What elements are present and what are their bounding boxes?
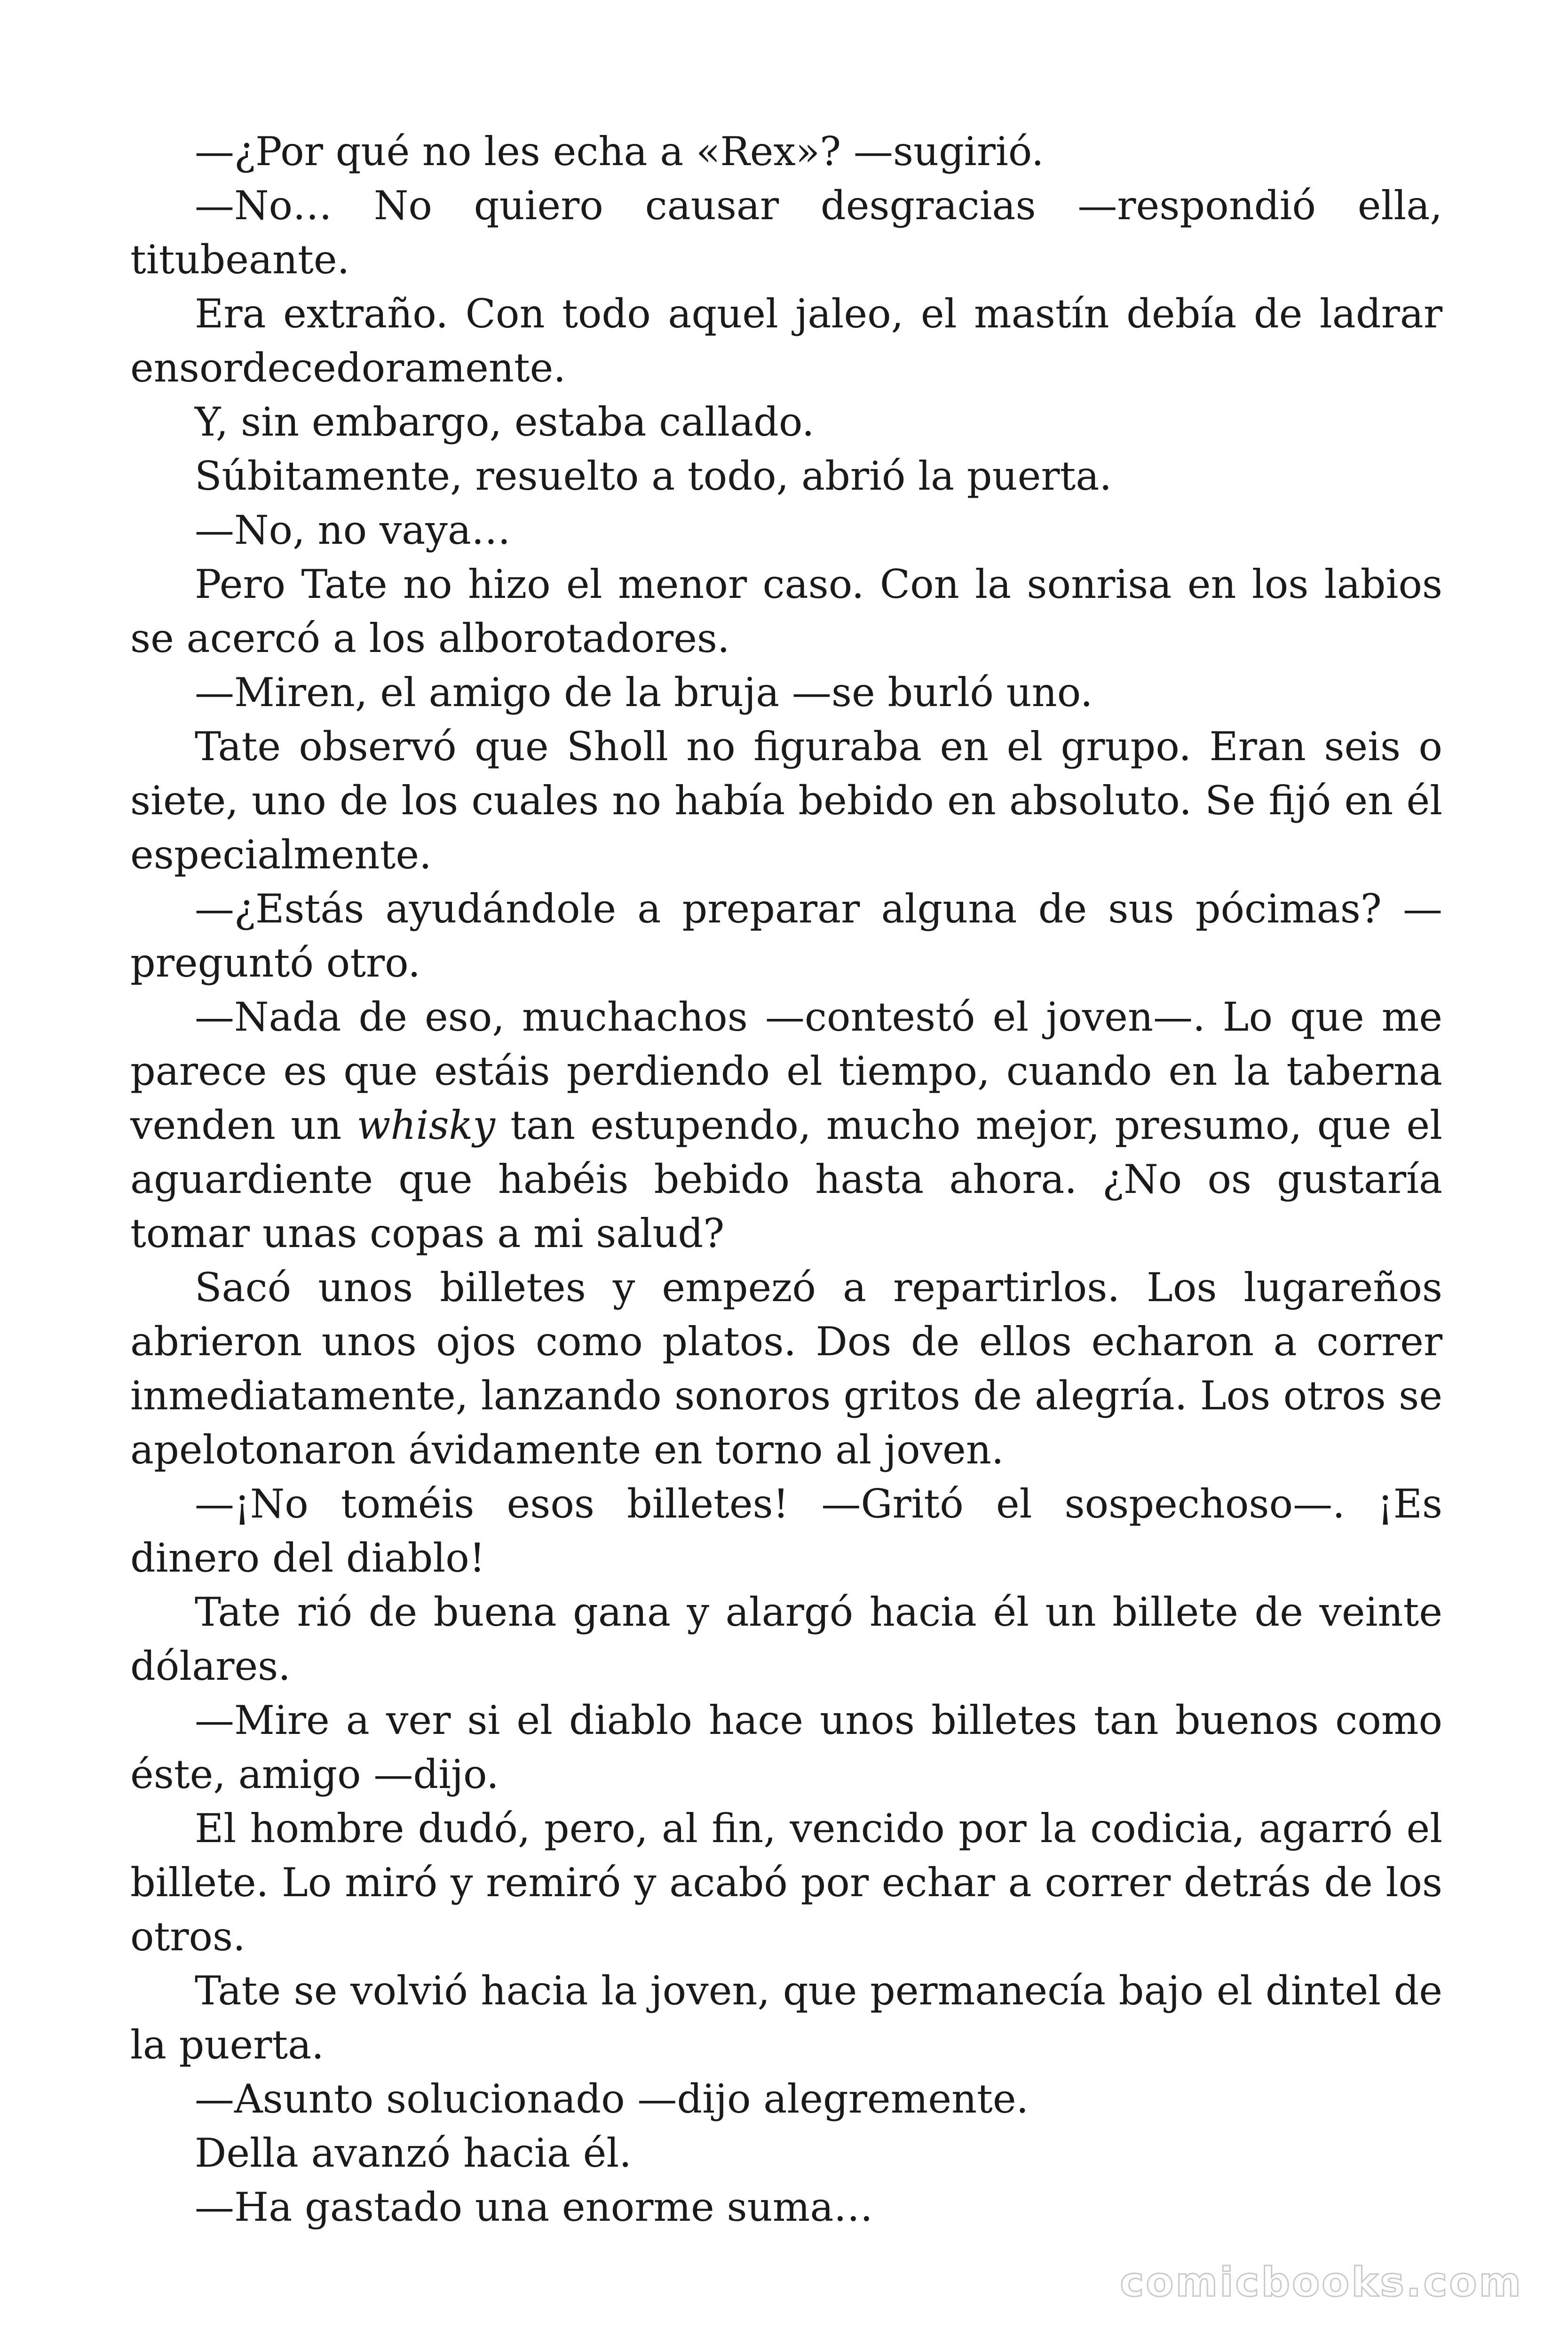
paragraph: —Mire a ver si el diablo hace unos billetes tan buenos como éste, amigo —dijo. <box>130 1697 1442 1797</box>
paragraph: El hombre dudó, pero, al fin, vencido por la codicia, agarró el billete. Lo miró y remiró y acabó por echar a correr detrás de los otros. <box>130 1805 1442 1960</box>
paragraph-text: tan estupendo, mucho mejor, presumo, que el aguardiente que habéis bebido hasta ahora. ¿No os gustaría tomar unas copas a mi salud? <box>130 1102 1442 1256</box>
paragraph: —¿Estás ayudándole a preparar alguna de sus pócimas? —preguntó otro. <box>130 886 1442 986</box>
paragraph: —Asunto solucionado —dijo alegremente. <box>195 2076 1029 2122</box>
paragraph: Súbitamente, resuelto a todo, abrió la puerta. <box>195 453 1112 499</box>
paragraph: Tate observó que Sholl no figuraba en el grupo. Eran seis o siete, uno de los cuales no había bebido en absoluto. Se fijó en él especialmente. <box>130 723 1442 878</box>
emphasized-word: whisky <box>356 1102 495 1148</box>
paragraph: —No… No quiero causar desgracias —respondió ella, titubeante. <box>130 183 1442 283</box>
paragraph: Tate se volvió hacia la joven, que permanecía bajo el dintel de la puerta. <box>130 1968 1442 2068</box>
paragraph <box>130 990 1442 1261</box>
paragraph: Della avanzó hacia él. <box>195 2130 632 2176</box>
paragraph: Tate rió de buena gana y alargó hacia él un billete de veinte dólares. <box>130 1589 1442 1689</box>
paragraph: —Miren, el amigo de la bruja —se burló uno. <box>195 669 1093 715</box>
watermark-text: comicbooks.com <box>1120 2259 1523 2306</box>
paragraph: Y, sin embargo, estaba callado. <box>195 399 815 445</box>
paragraph: —Ha gastado una enorme suma… <box>195 2184 873 2230</box>
paragraph: —No, no vaya… <box>195 507 511 553</box>
body-text <box>130 125 1442 2234</box>
paragraph: —¡No toméis esos billetes! —Gritó el sospechoso—. ¡Es dinero del diablo! <box>130 1481 1442 1581</box>
paragraph: Era extraño. Con todo aquel jaleo, el mastín debía de ladrar ensordecedoramente. <box>130 291 1442 391</box>
paragraph: —¿Por qué no les echa a «Rex»? —sugirió. <box>195 128 1044 175</box>
paragraph: Pero Tate no hizo el menor caso. Con la sonrisa en los labios se acercó a los alborotadores. <box>130 561 1442 661</box>
paragraph-text: —Nada de eso, muchachos —contestó el joven—. Lo que me parece es que estáis perdiendo el tiempo, cuando en la taberna venden un <box>130 994 1442 1148</box>
paragraph: Sacó unos billetes y empezó a repartirlos. Los lugareños abrieron unos ojos como platos. Dos de ellos echaron a correr inmediatamente, lanzando sonoros gritos de alegría. Los otros se apelotonaron ávidamente en torno al joven. <box>130 1264 1442 1473</box>
